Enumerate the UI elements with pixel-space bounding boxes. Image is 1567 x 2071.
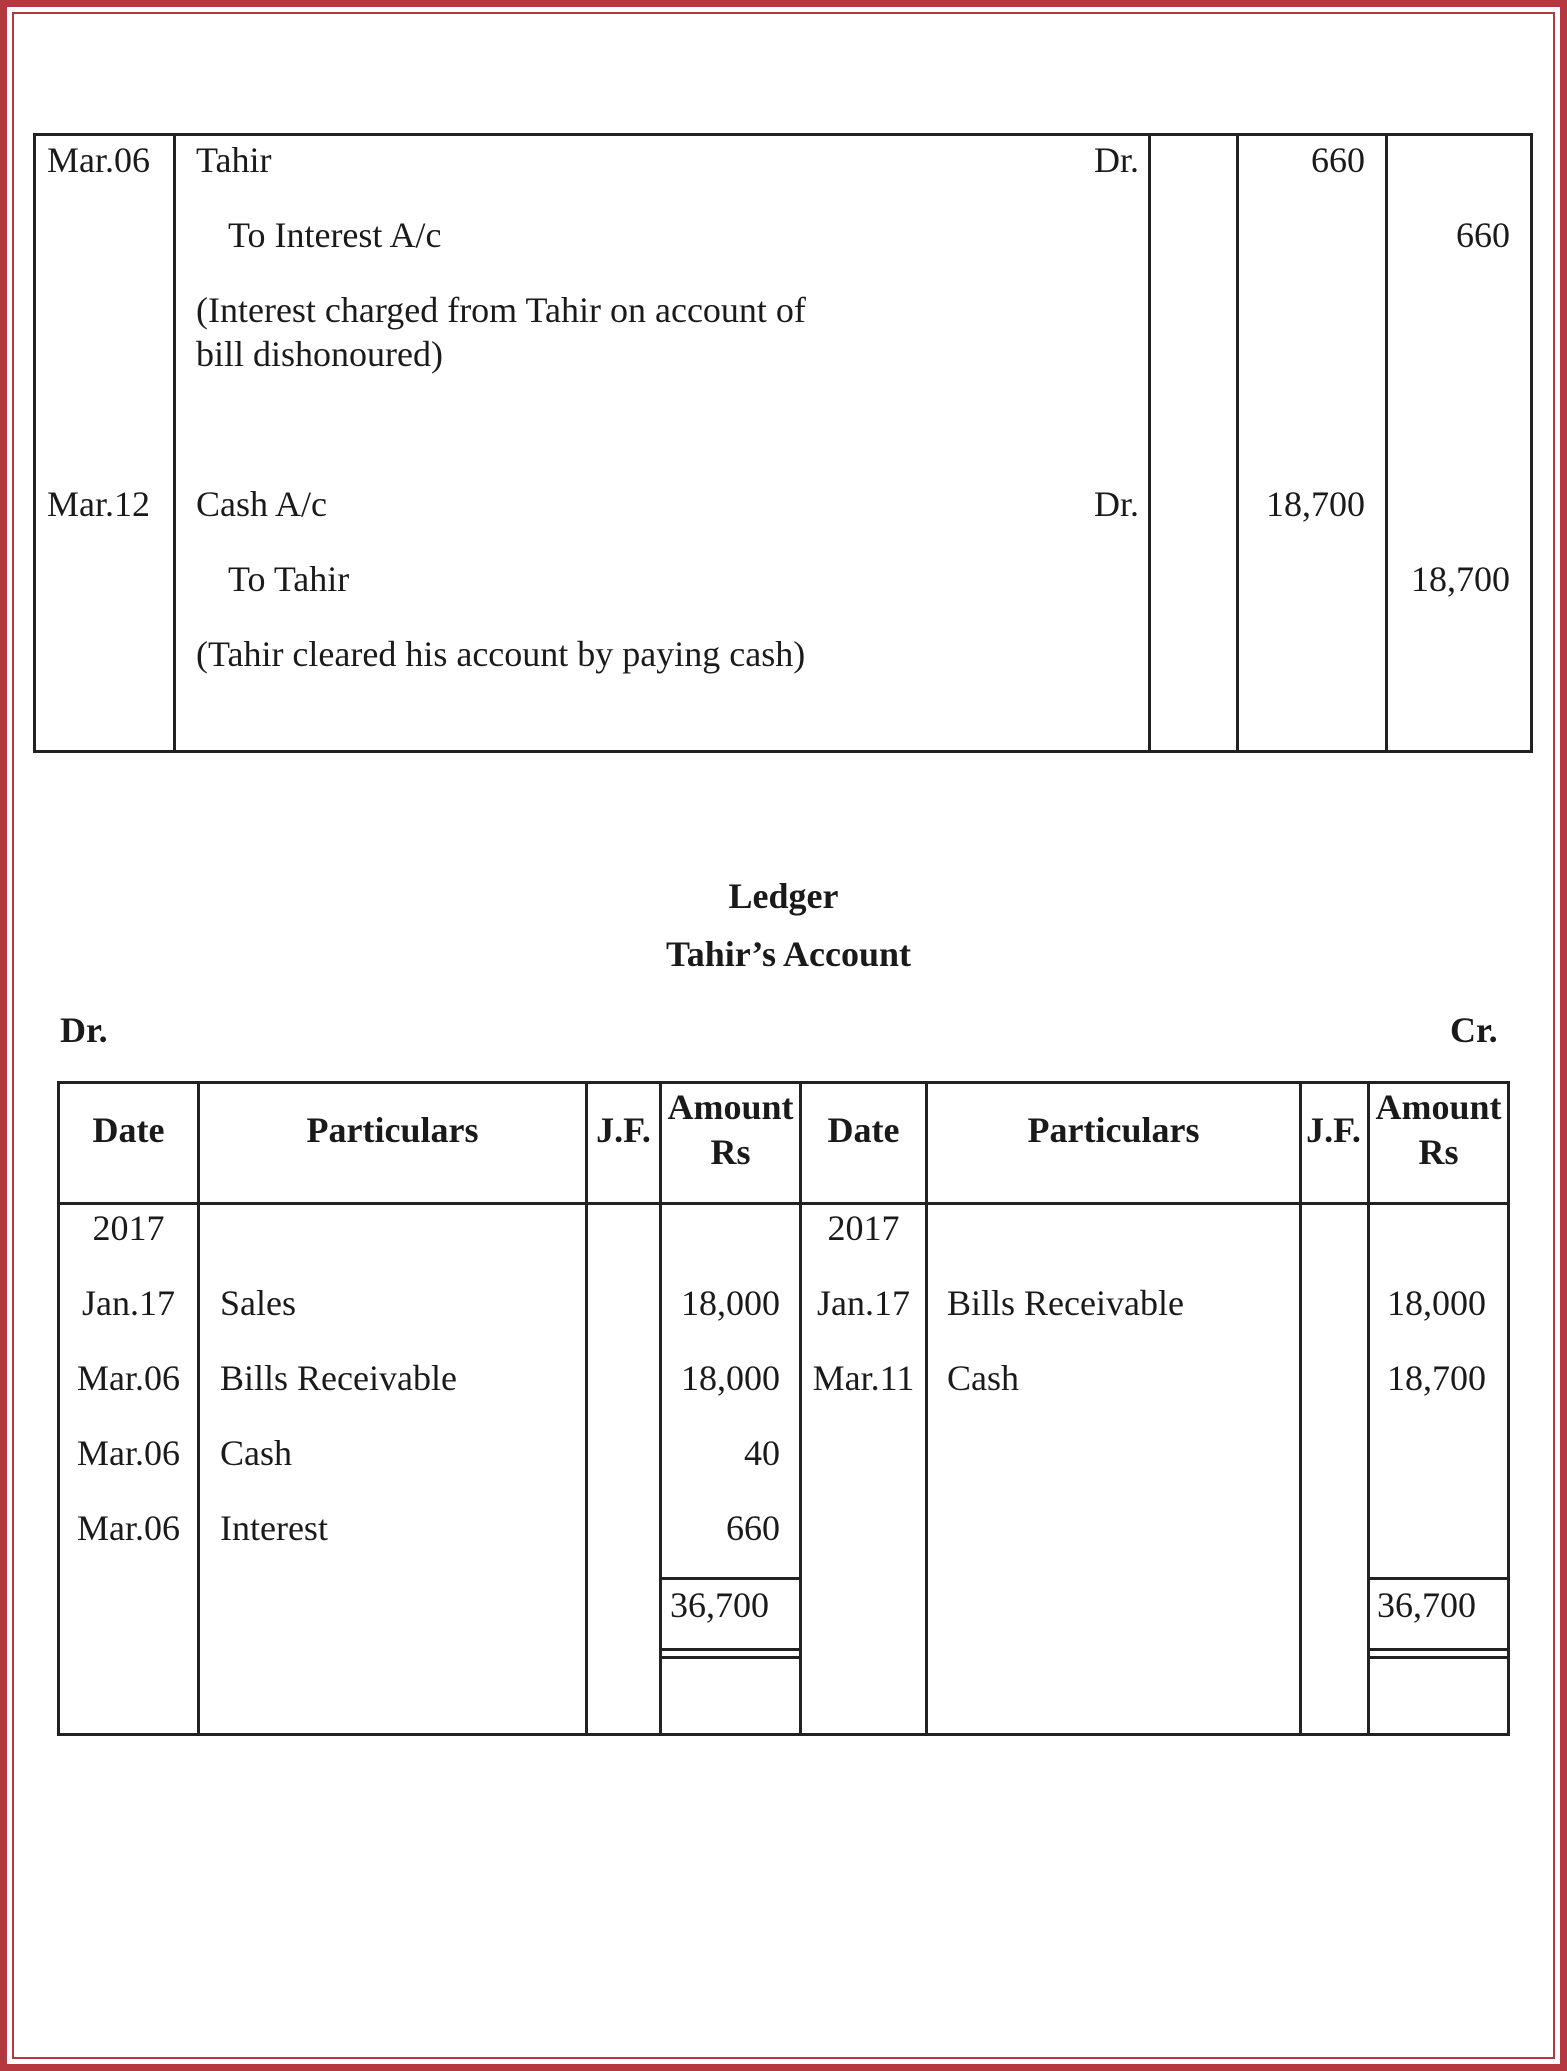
debit-row-amount: 660 [726, 1508, 780, 1548]
journal-divider-date [173, 133, 176, 753]
journal-divider-lf [1236, 133, 1239, 753]
credit-total-double-rule [1367, 1656, 1510, 1659]
journal-divider-particulars [1148, 133, 1151, 753]
credit-row-amount: 18,700 [1387, 1358, 1486, 1398]
credit-row-date: Mar.11 [812, 1358, 915, 1398]
ledger-divider [925, 1081, 928, 1736]
ledger-divider [197, 1081, 200, 1736]
journal-narration: (Tahir cleared his account by paying cash) [196, 634, 806, 674]
credit-total: 36,700 [1377, 1585, 1476, 1625]
journal-credit-account: To Tahir [228, 559, 350, 599]
journal-credit-amount: 660 [1456, 215, 1510, 255]
debit-row-amount: 18,000 [681, 1358, 780, 1398]
cr-label: Cr. [1450, 1010, 1498, 1050]
credit-row-date: Jan.17 [817, 1283, 910, 1323]
debit-row-amount: 40 [744, 1433, 780, 1473]
debit-row-date: Mar.06 [77, 1508, 180, 1548]
debit-row-date: Mar.06 [77, 1358, 180, 1398]
journal-credit-amount: 18,700 [1411, 559, 1510, 599]
ledger-table-border [57, 1081, 1510, 1736]
ledger-divider [1299, 1081, 1302, 1736]
ledger-center-divider [799, 1081, 802, 1736]
header-particulars: Particulars [306, 1110, 479, 1150]
journal-credit-account: To Interest A/c [228, 215, 442, 255]
account-title: Tahir’s Account [665, 934, 912, 974]
ledger-title: Ledger [728, 876, 839, 916]
debit-total-double-rule [659, 1648, 802, 1651]
debit-row-particulars: Interest [220, 1508, 328, 1548]
header-amount: Amount [667, 1087, 794, 1127]
journal-date: Mar.12 [47, 484, 150, 524]
journal-debit-account: Tahir [196, 140, 272, 180]
journal-narration: bill dishonoured) [196, 334, 443, 374]
credit-total-double-rule [1367, 1648, 1510, 1651]
debit-row-particulars: Cash [220, 1433, 292, 1473]
journal-divider-debit [1385, 133, 1388, 753]
debit-year: 2017 [92, 1208, 165, 1248]
journal-dr-label: Dr. [1094, 140, 1139, 180]
header-amount: Amount [1375, 1087, 1502, 1127]
journal-narration: (Interest charged from Tahir on account of [196, 290, 806, 330]
journal-date: Mar.06 [47, 140, 150, 180]
journal-debit-account: Cash A/c [196, 484, 327, 524]
credit-year: 2017 [827, 1208, 900, 1248]
credit-row-particulars: Cash [947, 1358, 1019, 1398]
ledger-divider [1367, 1081, 1370, 1736]
debit-total: 36,700 [670, 1585, 769, 1625]
credit-total-rule [1367, 1577, 1510, 1580]
header-amount-unit: Rs [1418, 1132, 1459, 1172]
debit-row-particulars: Bills Receivable [220, 1358, 457, 1398]
ledger-header-divider [57, 1202, 1510, 1205]
dr-label: Dr. [60, 1010, 108, 1050]
ledger-divider [659, 1081, 662, 1736]
debit-row-date: Mar.06 [77, 1433, 180, 1473]
journal-debit-amount: 18,700 [1266, 484, 1365, 524]
header-date: Date [92, 1110, 165, 1150]
journal-dr-label: Dr. [1094, 484, 1139, 524]
ledger-divider [585, 1081, 588, 1736]
header-date: Date [827, 1110, 900, 1150]
header-jf: J.F. [1306, 1110, 1361, 1150]
credit-row-particulars: Bills Receivable [947, 1283, 1184, 1323]
header-particulars: Particulars [1027, 1110, 1200, 1150]
debit-row-particulars: Sales [220, 1283, 296, 1323]
debit-row-amount: 18,000 [681, 1283, 780, 1323]
header-amount-unit: Rs [710, 1132, 751, 1172]
debit-total-double-rule [659, 1656, 802, 1659]
debit-total-rule [659, 1577, 802, 1580]
header-jf: J.F. [596, 1110, 651, 1150]
credit-row-amount: 18,000 [1387, 1283, 1486, 1323]
debit-row-date: Jan.17 [82, 1283, 175, 1323]
journal-debit-amount: 660 [1311, 140, 1365, 180]
